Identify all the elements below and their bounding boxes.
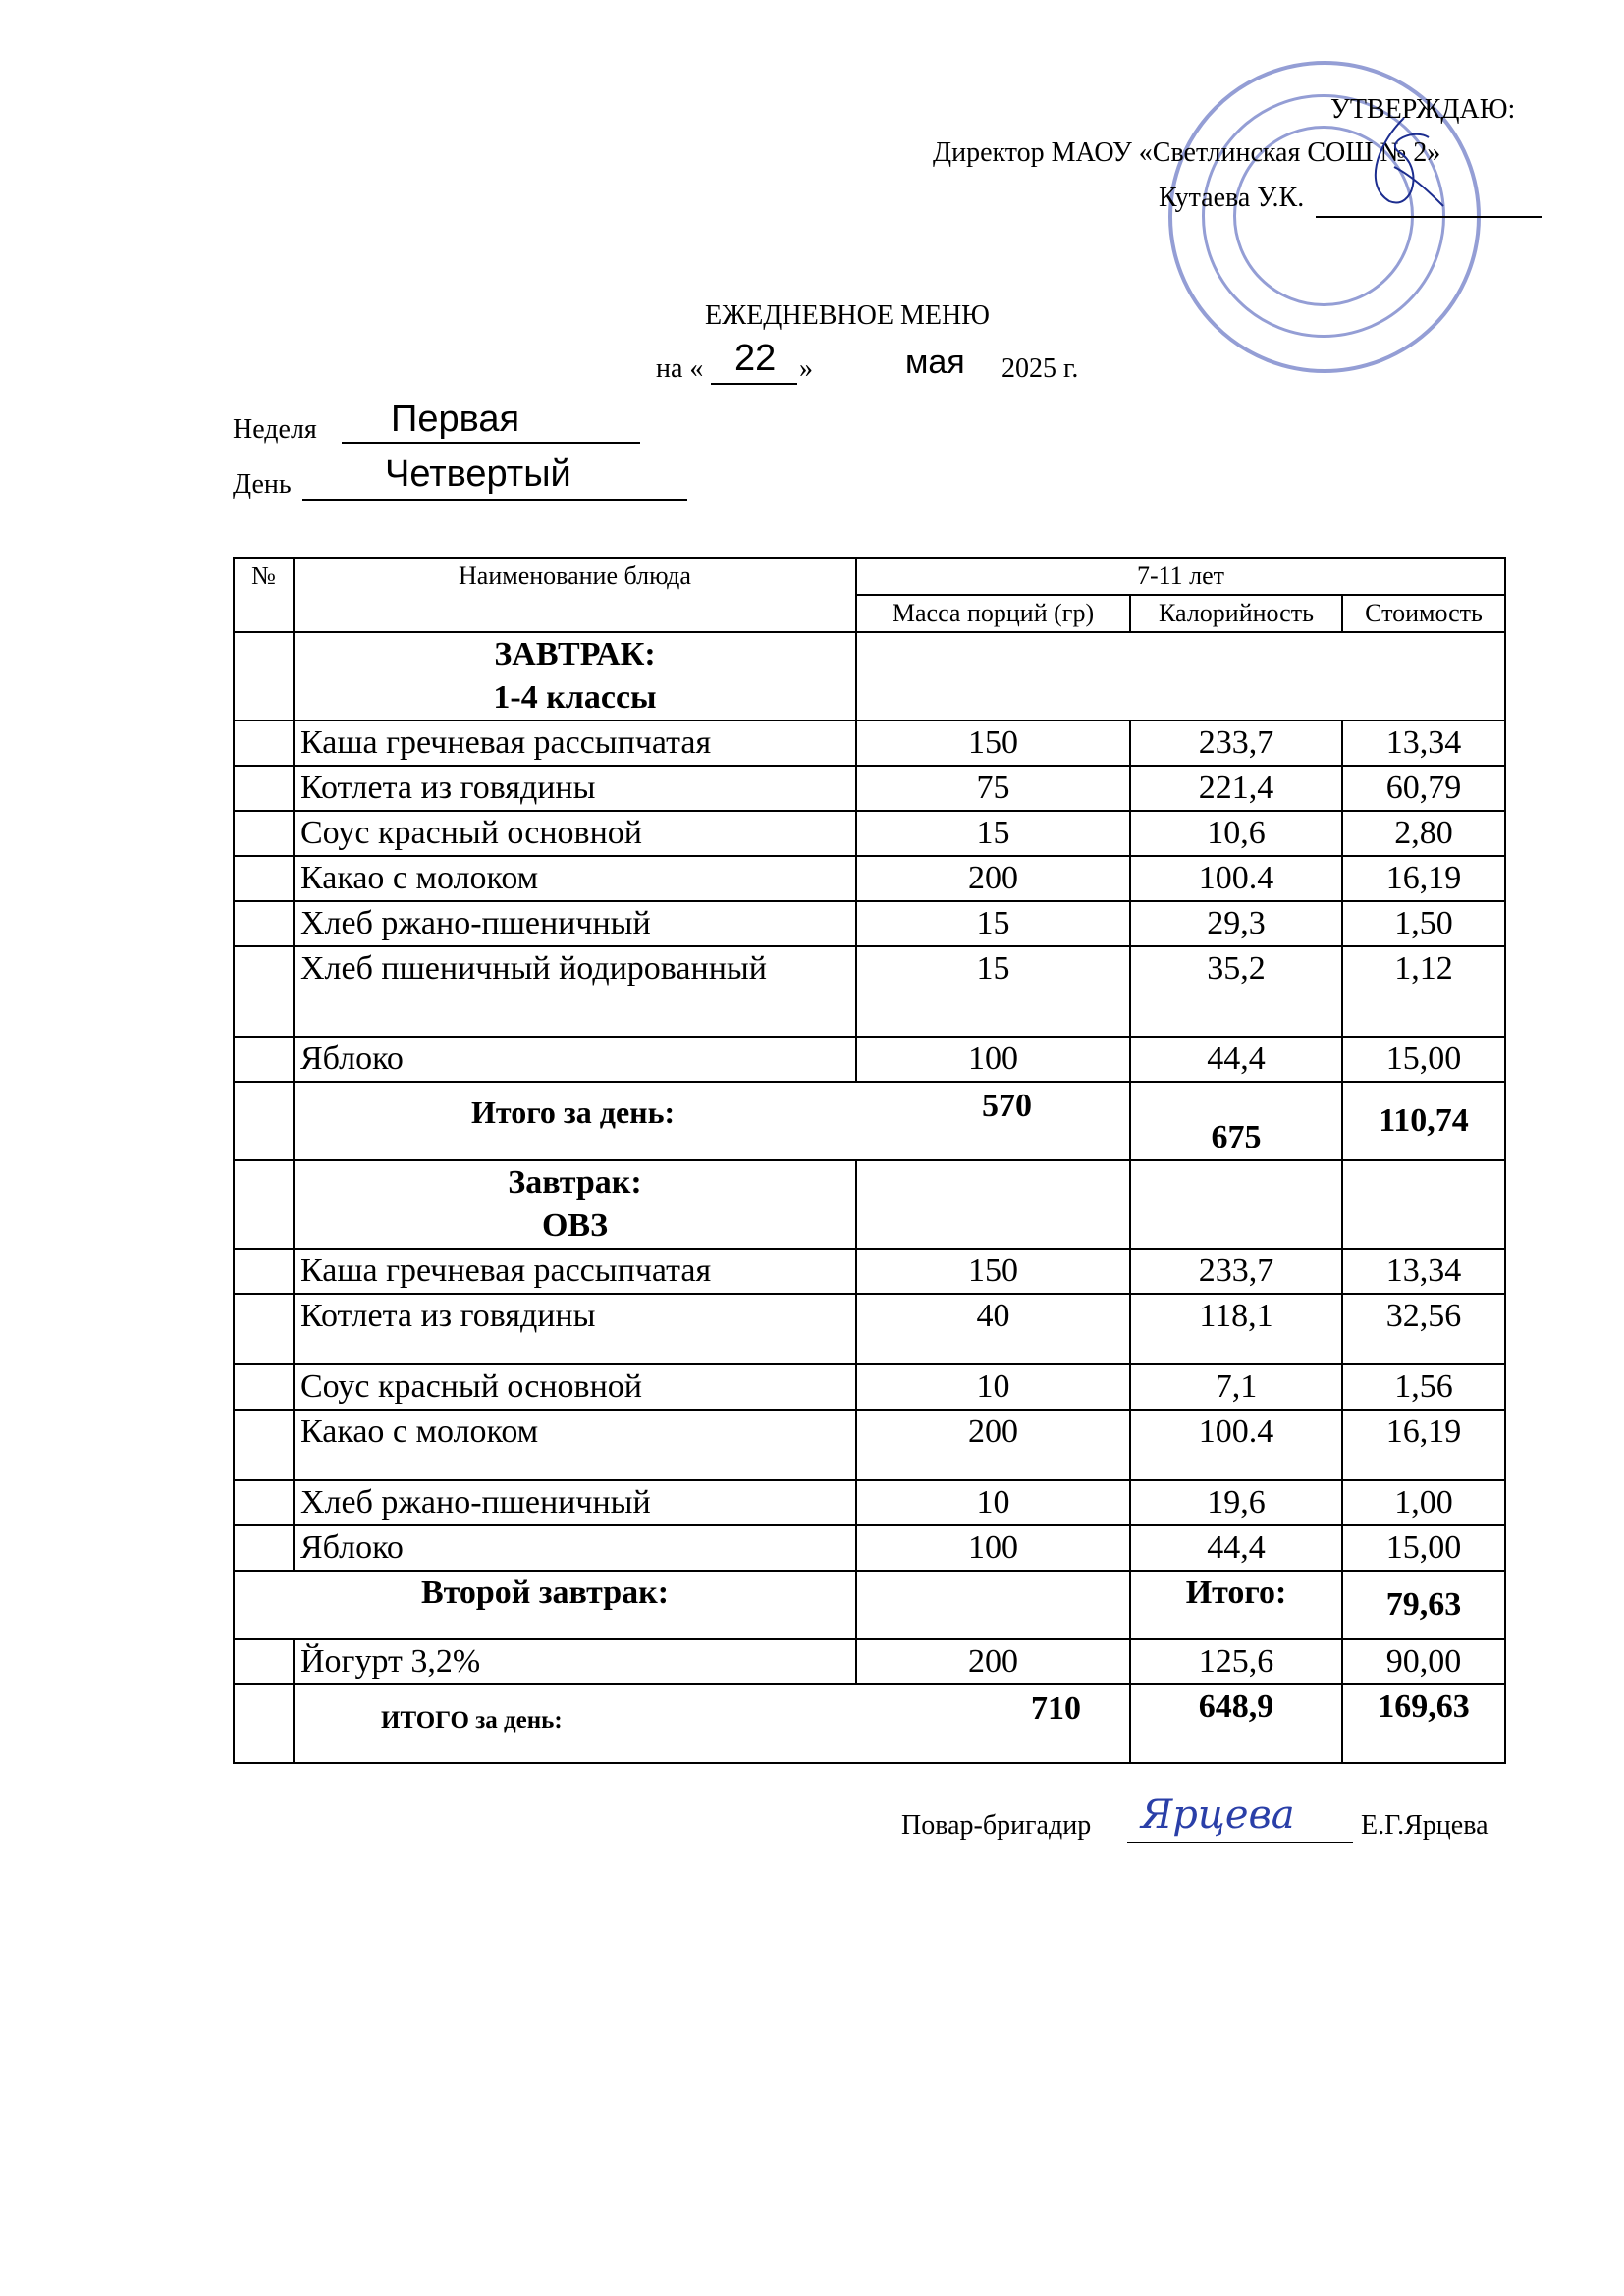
date-day-underline bbox=[711, 383, 797, 385]
table-row bbox=[234, 811, 1505, 856]
dish-kcal: 7,1 bbox=[1130, 1364, 1342, 1410]
total1-kcal: 675 bbox=[1130, 1082, 1342, 1160]
approval-director: Кутаева У.К. bbox=[1159, 183, 1305, 213]
dish-name: Какао с молоком bbox=[294, 856, 856, 901]
dish-mass: 150 bbox=[856, 1249, 1130, 1294]
dish-mass: 40 bbox=[856, 1294, 1130, 1364]
dish-kcal: 221,4 bbox=[1130, 766, 1342, 811]
col-mass-header: Масса порций (гр) bbox=[856, 595, 1130, 632]
menu-table bbox=[233, 557, 1506, 1764]
dish-kcal: 29,3 bbox=[1130, 901, 1342, 946]
footer-signature: Ярцева bbox=[1141, 1792, 1295, 1838]
dish-mass: 15 bbox=[856, 901, 1130, 946]
dish-name: Хлеб ржано-пшеничный bbox=[294, 1480, 856, 1525]
dish-cost: 1,00 bbox=[1342, 1480, 1505, 1525]
dish-cost: 60,79 bbox=[1342, 766, 1505, 811]
dish-kcal: 125,6 bbox=[1130, 1639, 1342, 1684]
footer-role: Повар-бригадир bbox=[901, 1810, 1092, 1841]
col-cost-header: Стоимость bbox=[1342, 595, 1505, 632]
total2-kcal: 648,9 bbox=[1130, 1684, 1342, 1763]
menu-title: ЕЖЕДНЕВНОЕ МЕНЮ bbox=[705, 300, 990, 331]
dish-kcal: 100.4 bbox=[1130, 856, 1342, 901]
table-row bbox=[234, 946, 1505, 1037]
second-breakfast-row bbox=[234, 1571, 1505, 1639]
table-row bbox=[234, 721, 1505, 766]
table-row bbox=[234, 1249, 1505, 1294]
subtotal-label: Итого: bbox=[1130, 1571, 1342, 1639]
dish-cost: 1,50 bbox=[1342, 901, 1505, 946]
dish-name: Хлеб ржано-пшеничный bbox=[294, 901, 856, 946]
dish-mass: 15 bbox=[856, 811, 1130, 856]
day-label: День bbox=[233, 469, 292, 500]
dish-name: Какао с молоком bbox=[294, 1410, 856, 1480]
dish-mass: 75 bbox=[856, 766, 1130, 811]
dish-name: Соус красный основной bbox=[294, 811, 856, 856]
col-age-header: 7-11 лет bbox=[856, 558, 1505, 595]
dish-kcal: 44,4 bbox=[1130, 1037, 1342, 1082]
dish-mass: 200 bbox=[856, 1410, 1130, 1480]
dish-cost: 1,12 bbox=[1342, 946, 1505, 1037]
total2-mass: 710 bbox=[1031, 1690, 1081, 1727]
table-row bbox=[234, 1480, 1505, 1525]
dish-cost: 1,56 bbox=[1342, 1364, 1505, 1410]
date-day: 22 bbox=[734, 338, 777, 379]
dish-name: Каша гречневая рассыпчатая bbox=[294, 1249, 856, 1294]
dish-mass: 200 bbox=[856, 1639, 1130, 1684]
day-value: Четвертый bbox=[385, 454, 571, 495]
dish-cost: 15,00 bbox=[1342, 1037, 1505, 1082]
dish-kcal: 10,6 bbox=[1130, 811, 1342, 856]
total1-mass: 570 bbox=[982, 1088, 1032, 1124]
dish-name: Яблоко bbox=[294, 1525, 856, 1571]
dish-cost: 32,56 bbox=[1342, 1294, 1505, 1364]
dish-kcal: 118,1 bbox=[1130, 1294, 1342, 1364]
total1-cost: 110,74 bbox=[1342, 1082, 1505, 1160]
dish-cost: 13,34 bbox=[1342, 721, 1505, 766]
total2-row bbox=[234, 1684, 1505, 1763]
col-no-header: № bbox=[234, 558, 294, 632]
dish-mass: 10 bbox=[856, 1480, 1130, 1525]
subtotal-value: 79,63 bbox=[1342, 1571, 1505, 1639]
dish-cost: 13,34 bbox=[1342, 1249, 1505, 1294]
day-underline bbox=[302, 499, 687, 501]
table-row bbox=[234, 901, 1505, 946]
total2-label: ИТОГО за день: bbox=[381, 1707, 563, 1734]
director-signature bbox=[1345, 108, 1453, 216]
director-signature-line bbox=[1316, 216, 1542, 218]
table-row bbox=[234, 766, 1505, 811]
header-row-top bbox=[234, 558, 1505, 595]
dish-mass: 15 bbox=[856, 946, 1130, 1037]
week-label: Неделя bbox=[233, 414, 317, 445]
dish-kcal: 100.4 bbox=[1130, 1410, 1342, 1480]
total2-cost: 169,63 bbox=[1342, 1684, 1505, 1763]
section1-header-row bbox=[234, 632, 1505, 721]
table-row bbox=[234, 1410, 1505, 1480]
table-row bbox=[234, 1294, 1505, 1364]
dish-kcal: 233,7 bbox=[1130, 721, 1342, 766]
dish-mass: 200 bbox=[856, 856, 1130, 901]
dish-name: Котлета из говядины bbox=[294, 1294, 856, 1364]
table-row bbox=[234, 1037, 1505, 1082]
dish-kcal: 233,7 bbox=[1130, 1249, 1342, 1294]
dish-kcal: 35,2 bbox=[1130, 946, 1342, 1037]
dish-cost: 2,80 bbox=[1342, 811, 1505, 856]
footer-signature-line bbox=[1127, 1842, 1353, 1843]
total1-row bbox=[234, 1082, 1505, 1160]
date-year: 2025 г. bbox=[1001, 353, 1079, 384]
week-value: Первая bbox=[391, 399, 520, 440]
dish-name: Яблоко bbox=[294, 1037, 856, 1082]
section2-title: Завтрак: ОВЗ bbox=[294, 1160, 856, 1249]
approval-position: Директор МАОУ «Светлинская СОШ № 2» bbox=[933, 137, 1441, 168]
dish-mass: 10 bbox=[856, 1364, 1130, 1410]
dish-kcal: 19,6 bbox=[1130, 1480, 1342, 1525]
dish-cost: 90,00 bbox=[1342, 1639, 1505, 1684]
table-row bbox=[234, 856, 1505, 901]
dish-mass: 150 bbox=[856, 721, 1130, 766]
dish-kcal: 44,4 bbox=[1130, 1525, 1342, 1571]
dish-name: Хлеб пшеничный йодированный bbox=[294, 946, 856, 1037]
date-suffix: » bbox=[799, 353, 813, 384]
date-prefix: на « bbox=[656, 353, 704, 384]
second-breakfast-label: Второй завтрак: bbox=[234, 1571, 856, 1639]
approval-title: УТВЕРЖДАЮ: bbox=[1330, 94, 1516, 125]
dish-mass: 100 bbox=[856, 1525, 1130, 1571]
footer-name: Е.Г.Ярцева bbox=[1361, 1810, 1489, 1841]
dish-name: Соус красный основной bbox=[294, 1364, 856, 1410]
dish-cost: 15,00 bbox=[1342, 1525, 1505, 1571]
dish-cost: 16,19 bbox=[1342, 856, 1505, 901]
section2-header-row bbox=[234, 1160, 1505, 1249]
col-name-header: Наименование блюда bbox=[294, 558, 856, 632]
table-row bbox=[234, 1525, 1505, 1571]
week-underline bbox=[342, 442, 640, 444]
table-row bbox=[234, 1364, 1505, 1410]
section1-title: ЗАВТРАК: 1-4 классы bbox=[294, 632, 856, 721]
dish-name: Йогурт 3,2% bbox=[294, 1639, 856, 1684]
col-kcal-header: Калорийность bbox=[1130, 595, 1342, 632]
dish-cost: 16,19 bbox=[1342, 1410, 1505, 1480]
dish-name: Каша гречневая рассыпчатая bbox=[294, 721, 856, 766]
total1-label: Итого за день: bbox=[471, 1095, 676, 1130]
table-row bbox=[234, 1639, 1505, 1684]
dish-mass: 100 bbox=[856, 1037, 1130, 1082]
dish-name: Котлета из говядины bbox=[294, 766, 856, 811]
date-month: мая bbox=[905, 344, 965, 381]
